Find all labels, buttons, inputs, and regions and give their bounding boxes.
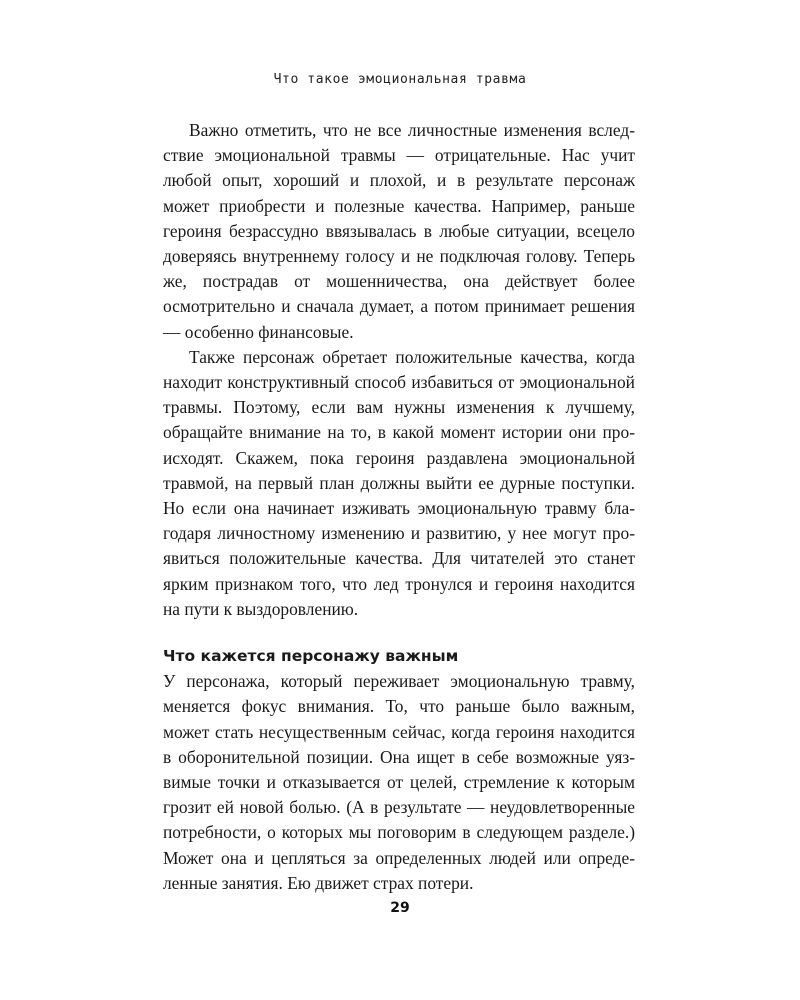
page-number: 29 [390,900,410,916]
section-heading: Что кажется персонажу важным [163,647,459,666]
section-paragraph: У персонажа, который переживает эмоциональную травму, меняется фокус внимания. То, что раньше было важным, может стать несущественным сейчас, когда героиня находится в оборонительной позиции. Она ищет в себе возможные уязвимые точки и отказывается от целей, стремление к которым грозит ей новой болью. (А в результате — неудовлетворенные потребности, о которых мы поговорим в следующем разделе.) Может она и цепляться за определенных людей или определенные занятия. Ею движет страх потери. [163,671,635,893]
body-text [163,118,635,896]
paragraph-1: Важно отметить, что не все личностные изменения вследствие эмоциональной травмы — отрицательные. Нас учит любой опыт, хороший и плохой, и в результате персонаж может приобрести и полезные качества. Например, раньше героиня безрассудно ввязывалась в любые ситуации, всецело доверяясь внутреннему голосу и не подключая голову. Теперь же, пострадав от мошенничества, она действует более осмотрительно и сначала думает, а потом принимает решения — особенно финансовые. [163,120,635,342]
running-head: Что такое эмоциональная травма [273,72,527,87]
paragraph-2: Также персонаж обретает положительные качества, когда находит конструктивный способ избавиться от эмоциональной травмы. Поэтому, если вам нужны изменения к лучшему, обращайте внимание на то, в какой момент истории они происходят. Скажем, пока героиня раздавлена эмоциональной травмой, на первый план должны выйти ее дурные поступки. Но если она начинает изживать эмоциональную травму благодаря личностному изменению и развитию, у нее могут проявиться положительные качества. Для читателей это станет ярким признаком того, что лед тронулся и героиня находится на пути к выздоровлению. [163,346,635,619]
